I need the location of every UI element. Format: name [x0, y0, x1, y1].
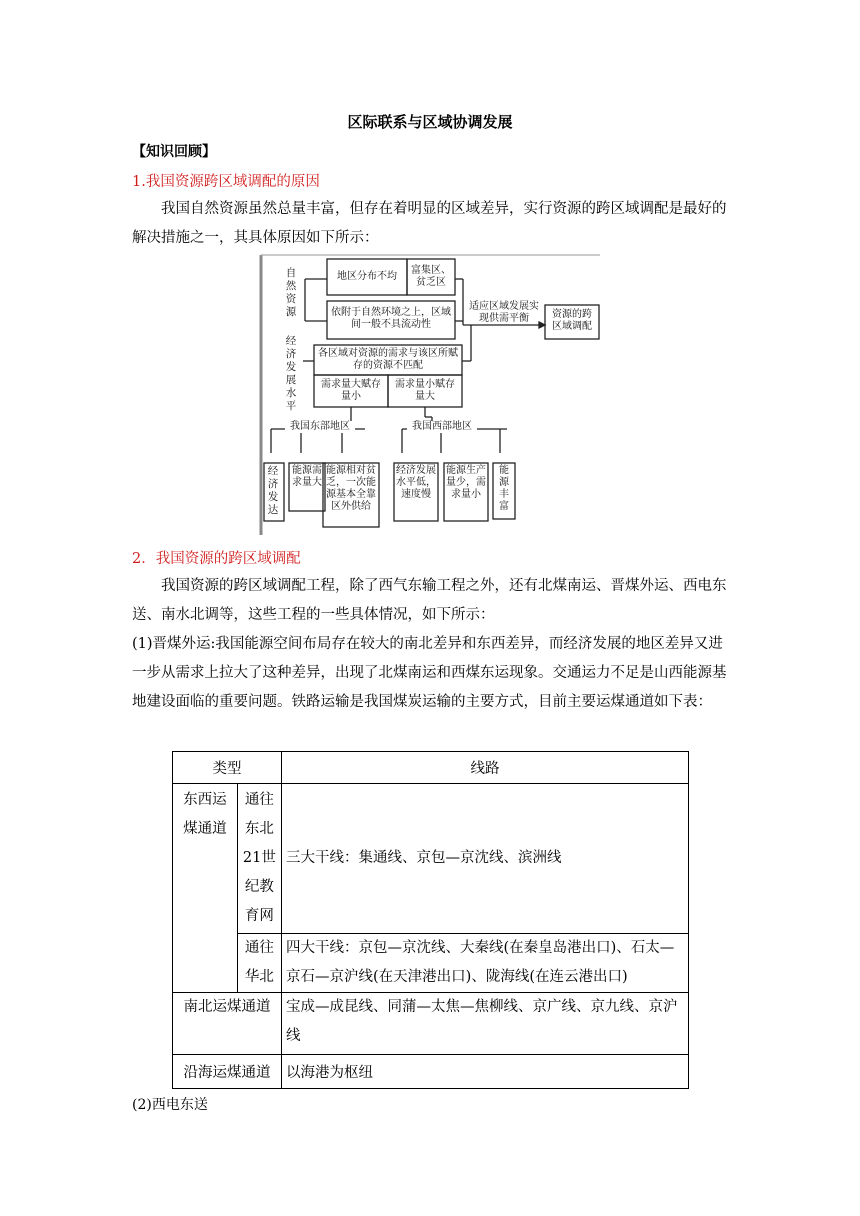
label-natural-resources: 自然资源: [285, 267, 297, 318]
section-review-heading: 【知识回顾】: [132, 144, 216, 160]
coal-transport-table: [172, 751, 689, 1089]
section2-paragraph: 我国资源的跨区域调配工程，除了西气东输工程之外，还有北煤南运、晋煤外运、西电东送、南水北调等，这些工程的一些具体情况，如下所示：: [132, 578, 727, 623]
coastal-route: 以海港为枢纽: [282, 1055, 689, 1089]
box-east-developed: 经济发达: [267, 465, 279, 516]
label-west-region: 我国西部地区: [407, 421, 477, 433]
table-row: [173, 934, 689, 993]
section1-heading: 1.我国资源跨区域调配的原因: [132, 174, 320, 190]
box-cross-region-allocation: 资源的跨区域调配: [552, 309, 592, 332]
north-south-channel-label: 南北运煤通道: [173, 993, 282, 1055]
box-uneven-distribution: 地区分布不均: [337, 271, 397, 282]
page-title: 区际联系与区域协调发展: [347, 113, 513, 131]
label-adapt-balance: 适应区域发展实现供需平衡: [469, 301, 539, 324]
box-demand-mismatch: 各区域对资源的需求与该区所赋存的资源不匹配: [318, 348, 458, 371]
north-china-route: 四大干线：京包—京沈线、大秦线(在秦皇岛港出口)、石太—京石—京沪线(在天津港出口)、陇海线(在连云港出口): [282, 934, 689, 993]
box-attached-to-environment: 依附于自然环境之上，区域间一般不具流动性: [331, 307, 451, 330]
west-east-power-heading: (2)西电东送: [132, 1097, 208, 1113]
section2-heading: 2．我国资源的跨区域调配: [132, 551, 301, 567]
north-south-route: 宝成—成昆线、同蒲—太焦—焦柳线、京广线、京九线、京沪线: [282, 993, 689, 1055]
to-northeast-label: 通往东北21世纪教育网: [237, 784, 281, 934]
table-row: [173, 784, 689, 934]
label-economic-level: 经济发展水平: [285, 335, 297, 412]
box-high-demand: 需求量大赋存量小: [321, 379, 381, 402]
box-east-energy-demand: 能源需求量大: [292, 465, 322, 488]
table-row: [173, 1055, 689, 1089]
header-route: 线路: [282, 752, 689, 784]
box-west-energy-rich: 能源丰富: [499, 465, 509, 512]
box-west-energy-production: 能源生产量少，需求量小: [446, 465, 486, 500]
table-header-row: [173, 752, 689, 784]
coal-transport-paragraph: (1)晋煤外运:我国能源空间布局存在较大的南北差异和东西差异，而经济发展的地区差异又进一步从需求上拉大了这种差异，出现了北煤南运和西煤东运现象。交通运力不足是山西能源基地建设面临的重要问题。铁路运输是我国煤炭运输的主要方式，目前主要运煤通道如下表：: [132, 636, 727, 710]
header-type: 类型: [173, 752, 282, 784]
northeast-route: 三大干线：集通线、京包—京沈线、滨洲线: [282, 784, 689, 934]
to-north-china-label: 通往华北: [237, 934, 281, 993]
box-east-energy-poor: 能源相对贫乏，一次能源基本全靠区外供给: [326, 465, 376, 512]
resource-reasons-diagram: [257, 253, 603, 537]
table-row: [173, 993, 689, 1055]
box-rich-poor-areas: 富集区、贫乏区: [411, 265, 451, 288]
section1-paragraph: 我国自然资源虽然总量丰富，但存在着明显的区域差异，实行资源的跨区域调配是最好的解决措施之一，其具体原因如下所示：: [132, 201, 727, 246]
label-east-region: 我国东部地区: [285, 421, 355, 433]
box-low-demand: 需求量小赋存量大: [395, 379, 455, 402]
coastal-channel-label: 沿海运煤通道: [173, 1055, 282, 1089]
box-west-economy-low: 经济发展水平低，速度慢: [396, 465, 436, 500]
east-west-channel-label: 东西运煤通道: [173, 784, 238, 993]
